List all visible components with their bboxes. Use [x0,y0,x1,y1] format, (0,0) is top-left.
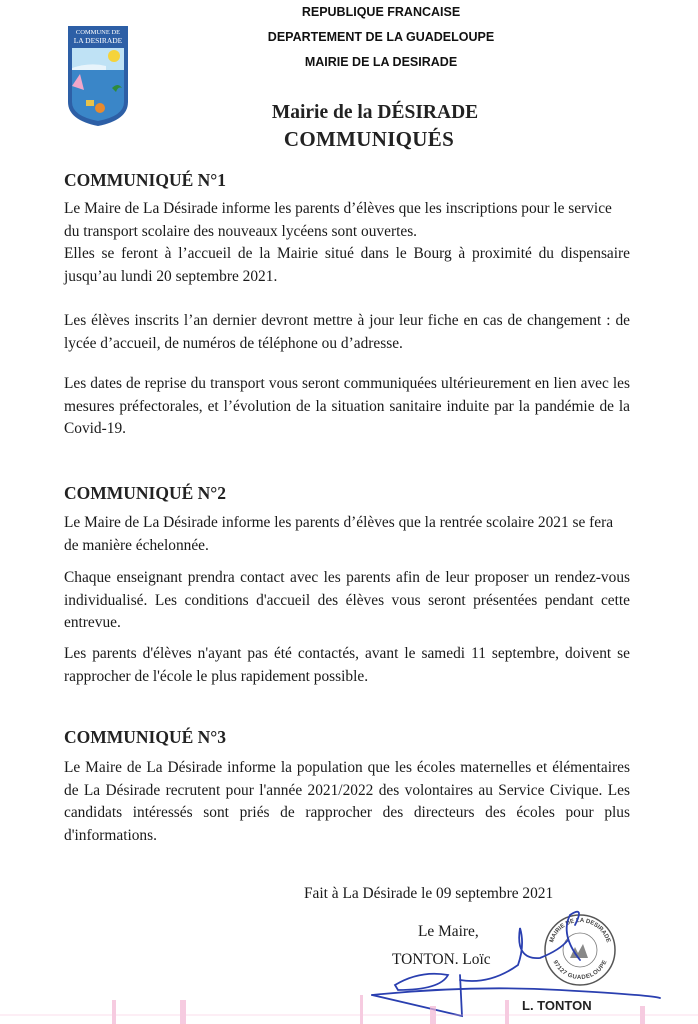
document-subtitle: COMMUNIQUÉS [283,127,455,151]
seal-text-top: MAIRIE DE LA DESIRADE [549,917,611,944]
communique-2-paragraph: Les parents d'élèves n'ayant pas été contactés, avant le samedi 11 septembre, doivent se rapprocher de l'école le plus rapidement possible. [64,645,630,685]
communique-1-paragraph: Les élèves inscrits l’an dernier devront mettre à jour leur fiche en cas de changement : de lycée d’accueil, de numéros de téléphone ou d’adresse. [64,312,630,352]
signature-role: Le Maire, [418,923,479,940]
crest-text-line1: COMMUNE DE [75,29,121,36]
communique-3-paragraph: Le Maire de La Désirade informe la population que les écoles maternelles et élémentaires de La Désirade recrutent pour l'année 2021/2022 des volontaires au Service Civique. Les candidats intéressés sont priés de rapprocher des directeurs des écoles pour plus d'informations. [64,759,630,844]
signature-stamp-name: L. TONTON [522,998,592,1013]
municipal-crest-icon [66,24,130,128]
communique-1-paragraph: Elles se feront à l’accueil de la Mairie situé dans le Bourg à proximité du dispensaire jusqu’au lundi 20 septembre 2021. [64,245,630,285]
communique-2-paragraph: Le Maire de La Désirade informe les parents d’élèves que la rentrée scolaire 2021 se fera de manière échelonnée. [64,514,614,554]
signature-date: Fait à La Désirade le 09 septembre 2021 [304,885,554,902]
communique-2-paragraph: Chaque enseignant prendra contact avec les parents afin de leur proposer un rendez-vous individualisé. Les conditions d'accueil des élèves vous seront présentées pendant cette entrevue. [64,569,630,631]
letterhead [240,4,522,79]
svg-text:97127 GUADELOUPE [551,960,608,982]
document-title: Mairie de la DÉSIRADE [271,102,479,123]
communique-1-paragraph: Les dates de reprise du transport vous seront communiquées ultérieurement en lien avec les mesures préfectorales, et l’évolution de la situation sanitaire induite par la pandémie de la Covid-19. [64,375,630,437]
communique-3-heading: COMMUNIQUÉ N°3 [64,727,227,747]
letterhead-department: DEPARTEMENT DE LA GUADELOUPE [267,30,495,44]
letterhead-mairie: MAIRIE DE LA DESIRADE [304,55,458,69]
letterhead-republic: REPUBLIQUE FRANCAISE [301,5,461,19]
seal-text-bottom: 97127 GUADELOUPE [551,959,609,982]
communique-1-heading: COMMUNIQUÉ N°1 [64,170,227,190]
communique-2-heading: COMMUNIQUÉ N°2 [64,483,227,503]
svg-text:MAIRIE DE LA DESIRADE [549,918,611,944]
communique-1-paragraph: Le Maire de La Désirade informe les parents d’élèves que les inscriptions pour le service du transport scolaire des nouveaux lycéens sont ouvertes. [64,200,612,240]
crest-text-line2: LA DESIRADE [73,36,123,45]
signature-name: TONTON. Loïc [392,951,491,968]
